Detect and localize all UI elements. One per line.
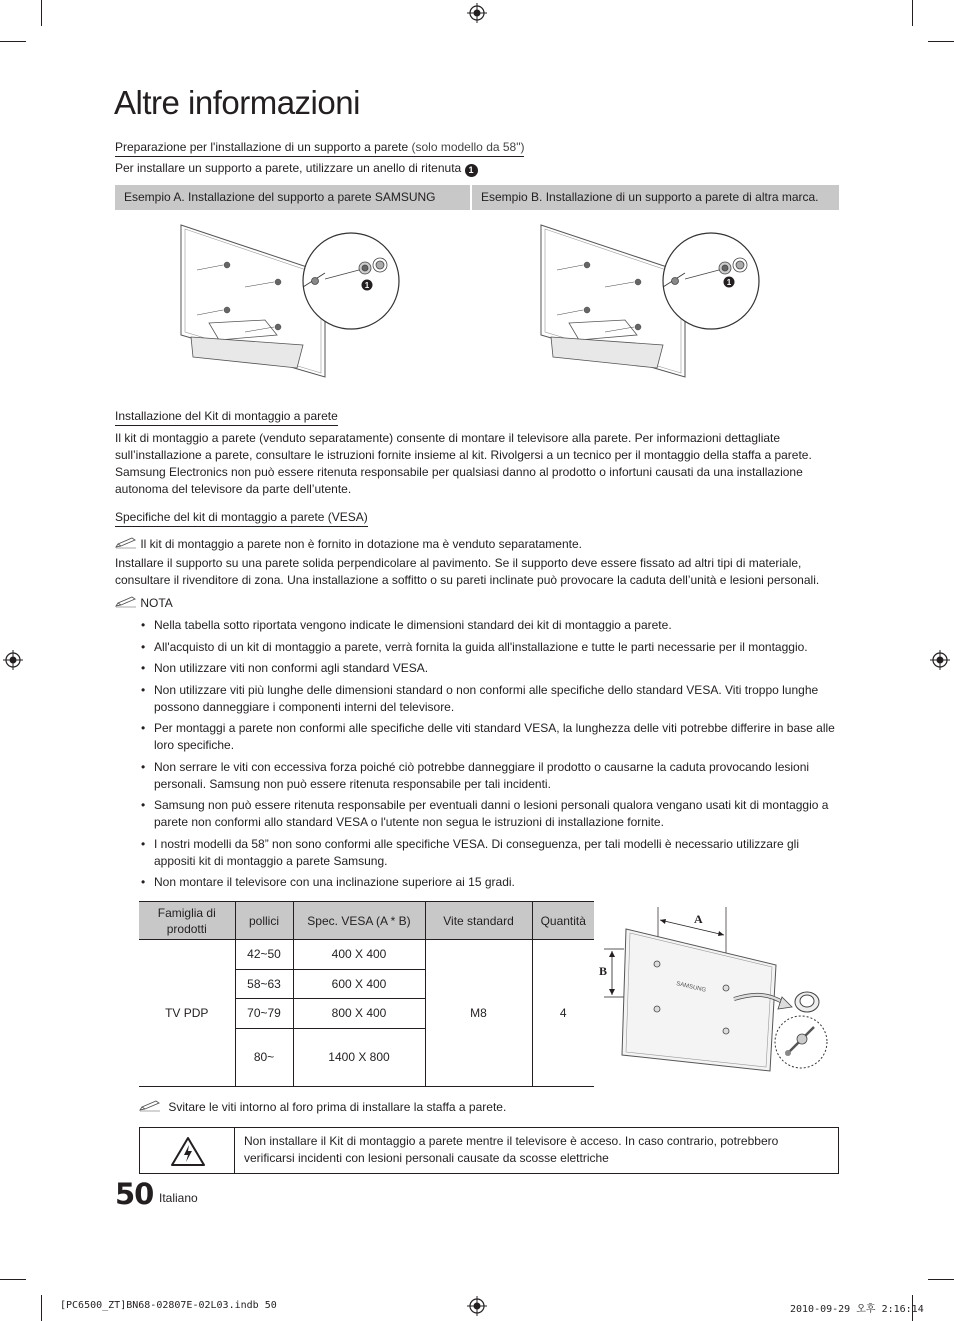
trim-mark <box>41 0 42 26</box>
page-title: Altre informazioni <box>114 84 360 121</box>
example-a-bar: Esempio A. Installazione del supporto a parete SAMSUNG <box>115 185 470 210</box>
note-pencil-icon <box>115 537 137 549</box>
language-label: Italiano <box>159 1191 198 1205</box>
trim-mark <box>928 1279 954 1280</box>
trim-mark <box>41 1295 42 1321</box>
registration-mark-icon <box>3 650 23 670</box>
footer-file-label: [PC6500_ZT]BN68-02807E-02L03.indb 50 <box>60 1300 277 1311</box>
preparation-intro <box>115 160 478 177</box>
table-header-cell: Famiglia di prodotti <box>139 902 235 940</box>
warning-divider <box>234 1128 235 1173</box>
section-heading-vesa: Specifiche del kit di montaggio a parete (VESA) <box>115 510 368 527</box>
table-header-cell: Quantità <box>532 902 594 940</box>
page-number: 50 <box>115 1177 154 1211</box>
trim-mark <box>912 0 913 26</box>
table-cell: 80~ <box>235 1028 293 1086</box>
note-text: Svitare le viti intorno al foro prima di installare la staffa a parete. <box>168 1100 507 1114</box>
note-unscrew <box>139 1099 506 1116</box>
note-text: Il kit di montaggio a parete non è fornito in dotazione ma è venduto separatamente. <box>140 537 582 551</box>
list-item: • Non montare il televisore con una inclinazione superiore ai 15 gradi. <box>139 874 839 891</box>
table-cell-screw: M8 <box>425 940 532 1087</box>
table-cell: 42~50 <box>235 940 293 970</box>
footer-timestamp: 2010-09-29 오후 2:16:14 <box>790 1304 924 1315</box>
section-heading-installation: Installazione del Kit di montaggio a parete <box>115 409 338 426</box>
table-cell: 400 X 400 <box>293 940 425 970</box>
list-item: • Nella tabella sotto riportata vengono indicate le dimensioni standard dei kit di montaggio a parete. <box>139 617 839 634</box>
registration-mark-icon <box>930 650 950 670</box>
section-heading-text: Preparazione per l'installazione di un supporto a parete <box>115 140 409 154</box>
tv-wall-mount-illustration-b <box>535 215 780 380</box>
callout-number: 1 <box>364 281 370 290</box>
callout-number: 1 <box>468 165 474 175</box>
note-not-included <box>115 536 582 553</box>
nota-label: NOTA <box>140 596 173 610</box>
trim-mark <box>0 41 26 42</box>
list-item: • Non utilizzare viti non conformi agli standard VESA. <box>139 660 839 677</box>
table-header-cell: Spec. VESA (A * B) <box>293 902 425 940</box>
tv-back-vesa-diagram <box>596 903 836 1075</box>
table-cell-quantity: 4 <box>532 940 594 1087</box>
section-heading-preparation <box>115 140 524 157</box>
nota-heading <box>115 595 173 612</box>
warning-text: Non installare il Kit di montaggio a parete mentre il televisore è acceso. In caso contrario, potrebbero verificarsi incidenti con lesioni personali causate da scosse elettriche <box>244 1134 779 1165</box>
callout-number: 1 <box>726 278 732 287</box>
list-item: • Per montaggi a parete non conformi alle specifiche delle viti standard VESA, la lunghezza delle viti potrebbe differire in base alle loro specifiche. <box>139 720 839 754</box>
vesa-body: Installare il supporto su una parete solida perpendicolare al pavimento. Se il supporto deve essere fissato ad altri tipi di materiale, consultare il rivenditore di zona. Una installazione a soffitto o su pareti inclinate può provocare la caduta dell’unità e lesioni personali. <box>115 556 820 587</box>
table-cell: 70~79 <box>235 999 293 1029</box>
dimension-a-label: A <box>694 912 703 926</box>
section-heading-suffix: (solo modello da 58") <box>408 140 525 154</box>
tv-wall-mount-illustration-a <box>175 215 420 380</box>
table-cell: 1400 X 800 <box>293 1028 425 1086</box>
electric-shock-warning-icon <box>170 1136 206 1167</box>
trim-mark <box>928 41 954 42</box>
list-item: • Non utilizzare viti più lunghe delle dimensioni standard o non conformi alle specifiche dello standard VESA. Viti troppo lunghe possono danneggiare i componenti interni del televisore. <box>139 682 839 716</box>
table-cell-family: TV PDP <box>139 940 235 1087</box>
table-row <box>139 940 594 970</box>
list-item: • All'acquisto di un kit di montaggio a parete, verrà fornita la guida all'installazione e tutte le parti necessarie per il montaggio. <box>139 639 839 656</box>
installation-body: Il kit di montaggio a parete (venduto separatamente) consente di montare il televisore alla parete. Per informazioni dettagliate sull’installazione a parete, consultare le istruzioni fornite insieme al kit. Rivolgersi a un tecnico per il montaggio della staffa a parete. Samsung Electronics non può essere ritenuta responsabile per qualsiasi danno al prodotto o infortuni causati da una installazione autonoma del televisore da parte dell’utente. <box>115 431 812 496</box>
nota-bullet-list <box>139 617 839 896</box>
table-header-cell: Vite standard <box>425 902 532 940</box>
registration-mark-icon <box>467 1296 487 1316</box>
list-item: • Non serrare le viti con eccessiva forza poiché ciò potrebbe danneggiare il prodotto o causarne la caduta provocando lesioni personali. Samsung non può essere ritenuta responsabile per tali incidenti. <box>139 759 839 793</box>
table-cell: 600 X 400 <box>293 969 425 999</box>
intro-text: Per installare un supporto a parete, utilizzare un anello di ritenuta <box>115 161 462 175</box>
registration-mark-icon <box>467 3 487 23</box>
table-cell: 58~63 <box>235 969 293 999</box>
vesa-spec-table <box>139 901 594 1087</box>
table-header-row <box>139 902 594 940</box>
list-item: • Samsung non può essere ritenuta responsabile per eventuali danni o lesioni personali qualora vengano usati kit di montaggio a parete non conformi allo standard VESA o l'utente non segua le istruzioni di installazione fornite. <box>139 797 839 831</box>
table-header-cell: pollici <box>235 902 293 940</box>
dimension-b-label: B <box>599 964 608 978</box>
table-cell: 800 X 400 <box>293 999 425 1029</box>
callout-1-icon <box>465 164 478 177</box>
example-b-bar: Esempio B. Installazione di un supporto a parete di altra marca. <box>472 185 839 210</box>
warning-box <box>139 1127 839 1174</box>
samsung-brand-label: SAMSUNG <box>675 981 707 994</box>
trim-mark <box>0 1279 26 1280</box>
note-pencil-icon <box>115 596 137 608</box>
note-pencil-icon <box>139 1100 161 1112</box>
list-item: • I nostri modelli da 58” non sono conformi alle specifiche VESA. Di conseguenza, per tali modelli è necessario utilizzare gli appositi kit di montaggio a parete Samsung. <box>139 836 839 870</box>
